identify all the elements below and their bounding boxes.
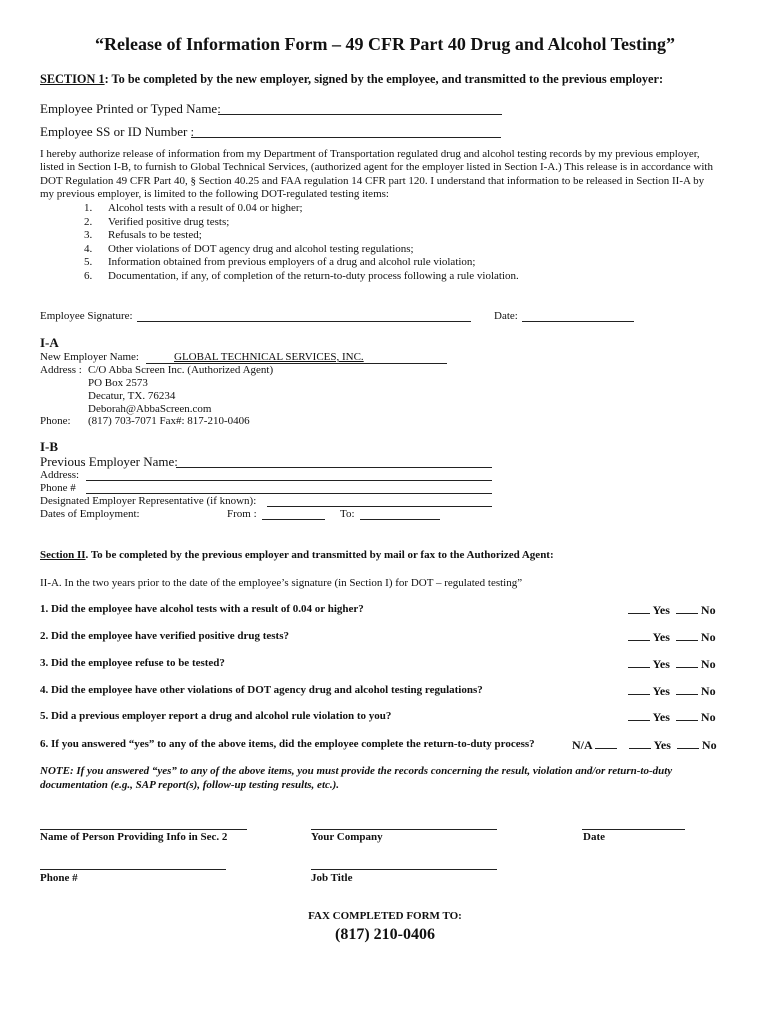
question-4: 4. Did the employee have other violations of DOT agency drug and alcohol testing regulations?: [40, 684, 483, 696]
ib-address-field[interactable]: [86, 480, 492, 481]
to-date-field[interactable]: [360, 519, 440, 520]
ia-phone-label: Phone:: [40, 415, 71, 427]
section2-label: Section II: [40, 549, 86, 561]
your-company-field[interactable]: [311, 829, 497, 830]
job-title-field[interactable]: [311, 869, 497, 870]
section1-label: SECTION 1: [40, 72, 105, 86]
fax-label: FAX COMPLETED FORM TO:: [308, 910, 462, 922]
ia-heading: I-A: [40, 335, 59, 350]
yes-blank[interactable]: [628, 657, 650, 668]
form-title: “Release of Information Form – 49 CFR Part 40 Drug and Alcohol Testing”: [95, 34, 675, 54]
no-blank[interactable]: [676, 684, 698, 695]
ia-address-line-3: Decatur, TX. 76234: [88, 390, 176, 402]
yes-blank[interactable]: [628, 710, 650, 721]
signature-date-field[interactable]: [522, 321, 634, 322]
employee-ss-field[interactable]: [191, 137, 501, 138]
previous-employer-field[interactable]: [176, 467, 492, 468]
date-field[interactable]: [582, 829, 685, 830]
ib-address-label: Address:: [40, 469, 80, 481]
answer-5: Yes No: [628, 710, 716, 725]
no-blank[interactable]: [676, 630, 698, 641]
provider-name-label: Name of Person Providing Info in Sec. 2: [40, 831, 228, 843]
list-item: 5. Information obtained from previous employers of a drug and alcohol rule violation;: [84, 256, 476, 268]
ib-heading: I-B: [40, 439, 59, 454]
question-6: 6. If you answered “yes” to any of the above items, did the employee complete the return-to-duty process?: [40, 738, 535, 750]
employee-name-field[interactable]: [218, 114, 502, 115]
job-title-label: Job Title: [311, 872, 353, 884]
list-item: 1. Alcohol tests with a result of 0.04 or higher;: [84, 202, 303, 214]
yes-blank[interactable]: [628, 603, 650, 614]
section2-header: [40, 549, 554, 561]
no-blank[interactable]: [676, 603, 698, 614]
ia-address-line-2: PO Box 2573: [88, 377, 148, 389]
section1-header: [40, 72, 663, 87]
employee-signature-label: Employee Signature:: [40, 310, 133, 322]
your-company-label: Your Company: [311, 831, 383, 843]
ia-phone-value: (817) 703-7071 Fax#: 817-210-0406: [88, 415, 250, 427]
ia-email: Deborah@AbbaScreen.com: [88, 403, 212, 415]
date-label: Date: [583, 831, 605, 843]
employee-ss-label: Employee SS or ID Number :: [40, 124, 195, 139]
answer-1: Yes No: [628, 603, 716, 618]
question-3: 3. Did the employee refuse to be tested?: [40, 657, 225, 669]
no-blank[interactable]: [677, 738, 699, 749]
phone-field[interactable]: [40, 869, 226, 870]
list-item: 3. Refusals to be tested;: [84, 229, 202, 241]
na-blank[interactable]: [595, 738, 617, 749]
der-label: Designated Employer Representative (if known):: [40, 495, 257, 507]
ia-address-line-1: C/O Abba Screen Inc. (Authorized Agent): [88, 364, 274, 376]
fax-number: (817) 210-0406: [335, 926, 435, 943]
yes-blank[interactable]: [629, 738, 651, 749]
question-1: 1. Did the employee have alcohol tests with a result of 0.04 or higher?: [40, 603, 364, 615]
der-field[interactable]: [267, 506, 492, 507]
answer-2: Yes No: [628, 630, 716, 645]
employee-name-label: Employee Printed or Typed Name:: [40, 101, 221, 116]
from-date-field[interactable]: [262, 519, 325, 520]
employee-signature-field[interactable]: [137, 321, 471, 322]
yes-blank[interactable]: [628, 630, 650, 641]
authorization-paragraph: I hereby authorize release of information from my Department of Transportation regulated drug and alcohol testing records by my previous employer, listed in Section I-B, to furnish to Global Technical Services, (authorized agent for the employer listed in Section I-A.) This release is in accordance with DOT Regulation 49 CFR Part 40, § Section 40.25 and FAA regulation 14 CFR part 120. I understand that information to be released in Section II-A by my previous employer, is limited to the following DOT-regulated testing items:: [40, 148, 713, 200]
section2-text: . To be completed by the previous employer and transmitted by mail or fax to the Authorized Agent:: [85, 549, 554, 561]
previous-employer-label: Previous Employer Name:: [40, 454, 178, 469]
ib-phone-label: Phone #: [40, 482, 76, 494]
question-5: 5. Did a previous employer report a drug and alcohol rule violation to you?: [40, 710, 392, 722]
signature-date-label: Date:: [494, 310, 518, 322]
ib-phone-field[interactable]: [86, 493, 492, 494]
new-employer-value: GLOBAL TECHNICAL SERVICES, INC.: [174, 351, 364, 363]
list-item: 6. Documentation, if any, of completion of the return-to-duty process following a rule violation.: [84, 269, 519, 282]
authorized-items-list: [84, 202, 519, 283]
answer-3: Yes No: [628, 657, 716, 672]
section2-intro: II-A. In the two years prior to the date of the employee’s signature (in Section I) for DOT – regulated testing”: [40, 577, 523, 589]
no-blank[interactable]: [676, 710, 698, 721]
phone-label: Phone #: [40, 872, 78, 884]
section1-text: : To be completed by the new employer, signed by the employee, and transmitted to the previous employer:: [104, 72, 664, 86]
answer-6: N/A Yes No: [572, 738, 717, 752]
answer-4: Yes No: [628, 684, 716, 699]
list-item: 2. Verified positive drug tests;: [84, 215, 230, 228]
provider-name-field[interactable]: [40, 829, 247, 830]
yes-blank[interactable]: [628, 684, 650, 695]
ia-address-label: Address :: [40, 364, 82, 376]
new-employer-label: New Employer Name:: [40, 351, 139, 363]
note-text: NOTE: If you answered “yes” to any of the above items, you must provide the records concerning the result, violation and/or return-to-duty documentation (e.g., SAP report(s), follow-up testing results, etc.).: [40, 765, 673, 791]
list-item: 4. Other violations of DOT agency drug and alcohol testing regulations;: [84, 242, 414, 255]
from-label: From :: [227, 508, 257, 520]
question-2: 2. Did the employee have verified positive drug tests?: [40, 630, 289, 642]
no-blank[interactable]: [676, 657, 698, 668]
to-label: To:: [340, 508, 355, 520]
dates-employment-label: Dates of Employment:: [40, 508, 140, 520]
